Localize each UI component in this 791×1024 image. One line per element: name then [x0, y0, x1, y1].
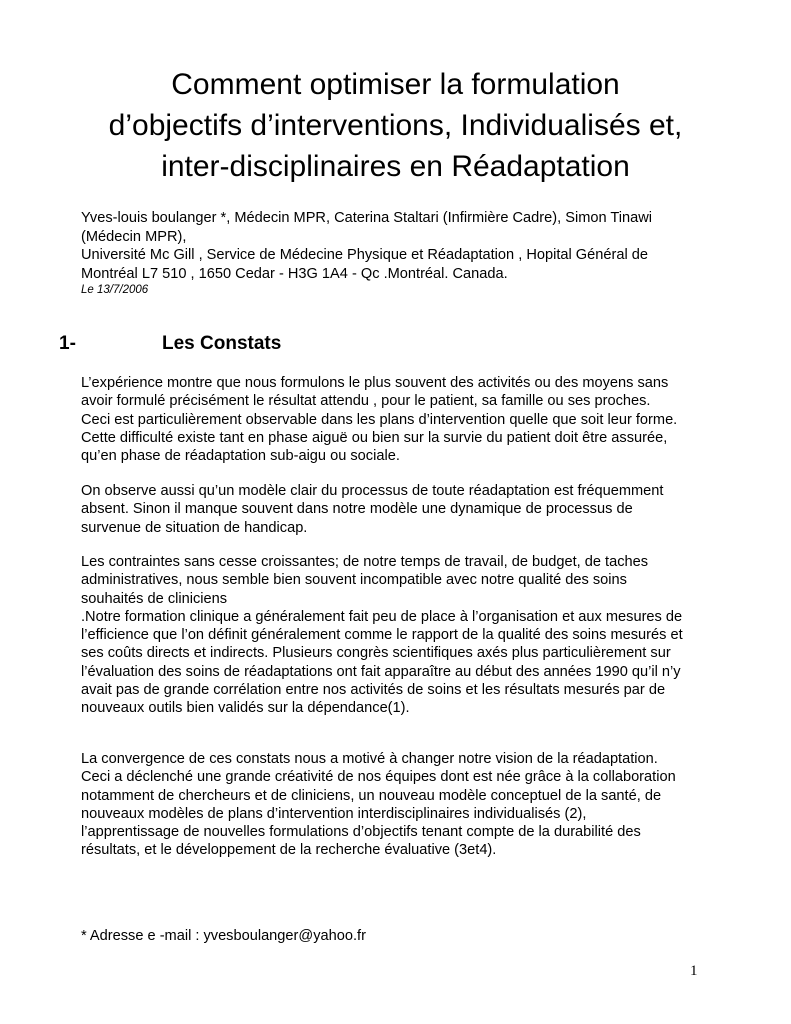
title-line: inter-disciplinaires en Réadaptation [161, 150, 630, 183]
text-line: ses coûts directs et indirects. Plusieurs congrès scientifiques axés plus particulièrement sur [81, 645, 671, 662]
section-heading: Les Constats [162, 333, 282, 354]
footnote-email: * Adresse e -mail : yvesboulanger@yahoo.fr [81, 928, 366, 944]
text-line: Cette difficulté existe tant en phase aiguë ou bien sur la survie du patient doit être assurée, [81, 429, 668, 446]
paragraph-3 [81, 553, 741, 718]
text-line: Ceci est particulièrement observable dans les plans d’intervention quelle que soit leur forme. [81, 411, 678, 428]
text-line: l’apprentissage de nouvelles formulations d’objectifs tenant compte de la durabilité des [81, 824, 641, 841]
text-line: La convergence de ces constats nous a motivé à changer notre vision de la réadaptation. [81, 751, 658, 767]
author-line: (Médecin MPR), [81, 228, 187, 245]
text-line: l’efficience que l’on définit généralement comme le rapport de la qualité des soins mesurés et [81, 627, 683, 644]
text-line: résultats, et le développement de la recherche évaluative (3et4). [81, 842, 497, 859]
author-line: Yves-louis boulanger *, Médecin MPR, Caterina Staltari (Infirmière Cadre), Simon Tinawi [81, 210, 653, 226]
paragraph-2 [81, 482, 741, 537]
text-line: administratives, nous semble bien souvent incompatible avec notre qualité des soins [81, 572, 627, 589]
paragraph-4 [81, 750, 741, 860]
text-line: avait pas de grande corrélation entre nos activités de soins et les résultats mesurés par de [81, 682, 666, 699]
text-line: notamment de chercheurs et de cliniciens, un nouveau modèle conceptuel de la santé, de [81, 787, 662, 804]
text-line: Ceci a déclenché une grande créativité de nos équipes dont est née grâce à la collaboration [81, 769, 676, 786]
text-line: nouveaux outils bien validés sur la dépendance(1). [81, 700, 410, 717]
text-line: .Notre formation clinique a généralement fait peu de place à l’organisation et aux mesures de [81, 608, 683, 625]
text-line: L’expérience montre que nous formulons le plus souvent des activités ou des moyens sans [81, 375, 669, 391]
document-title [60, 64, 731, 187]
text-line: Les contraintes sans cesse croissantes; de notre temps de travail, de budget, de taches [81, 554, 649, 570]
text-line: avoir formulé précisément le résultat attendu , pour le patient, sa famille ou ses proches. [81, 393, 651, 410]
text-line: On observe aussi qu’un modèle clair du processus de toute réadaptation est fréquemment [81, 483, 664, 499]
title-line: Comment optimiser la formulation [171, 68, 620, 101]
page-number: 1 [690, 963, 698, 979]
title-line: d’objectifs d’interventions, Individualisés et, [108, 109, 683, 142]
text-line: l’évaluation des soins de réadaptations ont fait apparaître au début des années 1990 qu’il n’y [81, 663, 681, 680]
author-block [81, 209, 721, 297]
section-number: 1- [59, 333, 76, 354]
affiliation-line: Montréal L7 510 , 1650 Cedar - H3G 1A4 - Qc .Montréal. Canada. [81, 265, 508, 282]
text-line: survenue de situation de handicap. [81, 519, 308, 536]
text-line: qu’en phase de réadaptation sub-aigu ou sociale. [81, 448, 400, 465]
text-line: absent. Sinon il manque souvent dans notre modèle une dynamique de processus de [81, 501, 633, 518]
text-line: nouveaux modèles de plans d’intervention interdisciplinaires individualisés (2), [81, 805, 587, 822]
text-line: souhaités de cliniciens [81, 590, 228, 607]
document-date: Le 13/7/2006 [81, 284, 149, 296]
affiliation-line: Université Mc Gill , Service de Médecine Physique et Réadaptation , Hopital Général de [81, 247, 649, 263]
paragraph-1 [81, 374, 741, 465]
